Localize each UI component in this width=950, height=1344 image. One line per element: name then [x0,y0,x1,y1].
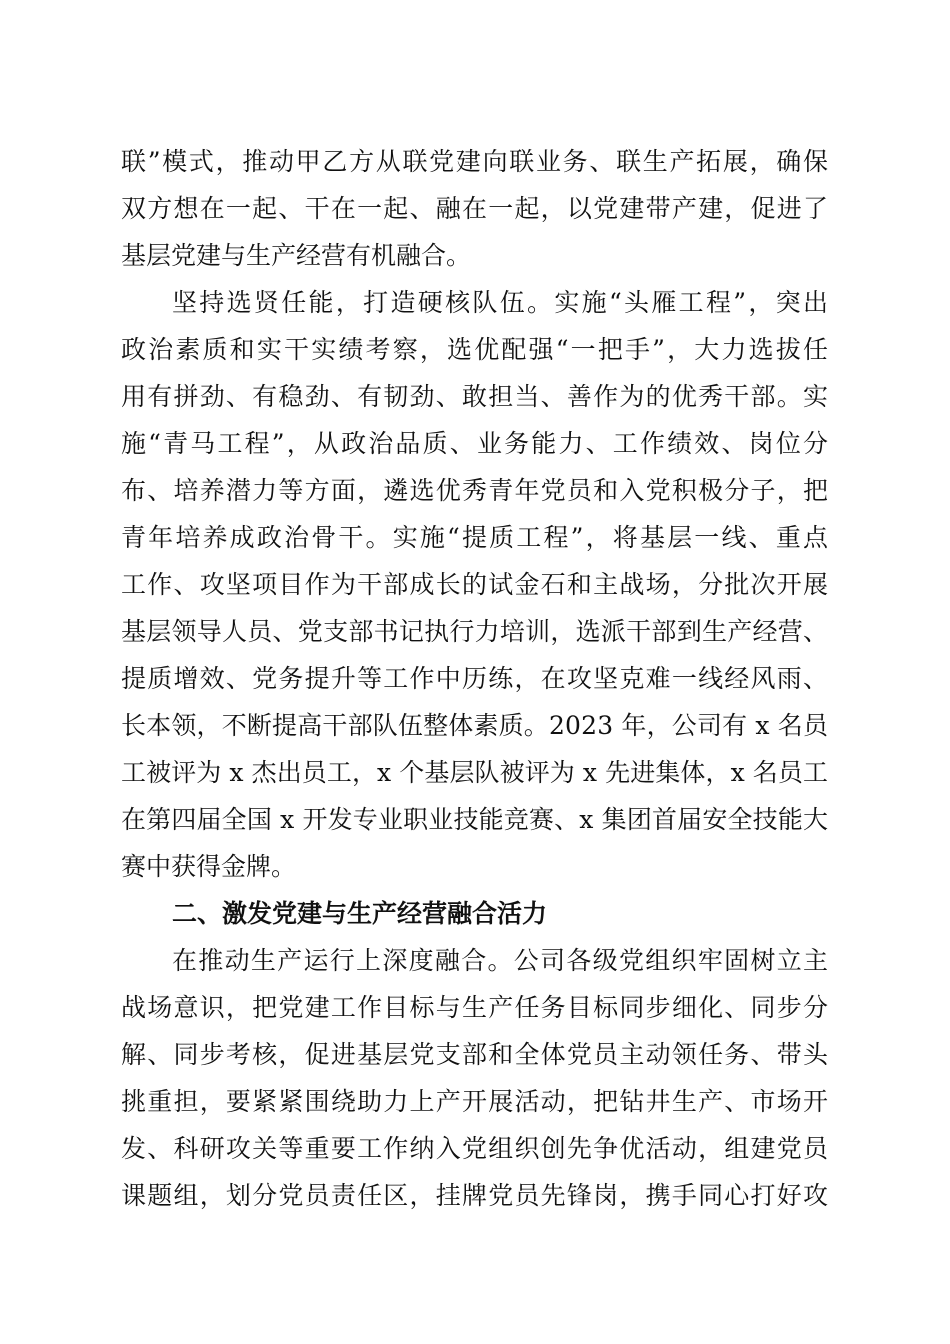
text-line [0,518,950,558]
text-line [0,753,950,793]
text-line [0,377,950,417]
text-line [0,471,950,511]
text-line [0,142,950,182]
text-line-content: 长本领，不断提高干部队伍整体素质。2023 年，公司有 x 名员 [121,711,829,740]
text-line-content: 工作、攻坚项目作为干部成长的试金石和主战场，分批次开展 [121,570,830,599]
text-line-content: 用有拼劲、有稳劲、有韧劲、敢担当、善作为的优秀干部。实 [121,382,830,411]
text-line [0,847,950,887]
text-line [0,424,950,464]
text-line [0,565,950,605]
text-line-content: 赛中获得金牌。 [121,852,297,881]
text-line [0,1035,950,1075]
text-line-content: 联”模式，推动甲乙方从联党建向联业务、联生产拓展，确保 [121,147,830,176]
section-heading [0,894,950,934]
text-line-content: 挑重担，要紧紧围绕助力上产开展活动，把钻井生产、市场开 [121,1087,830,1116]
text-line [0,988,950,1028]
text-line-content: 基层党建与生产经营有机融合。 [121,241,472,270]
text-line-content: 坚持选贤任能，打造硬核队伍。实施“头雁工程”，突出 [172,288,831,317]
text-line [0,941,950,981]
text-line [0,1082,950,1122]
text-line-content: 发、科研攻关等重要工作纳入党组织创先争优活动，组建党员 [121,1134,830,1163]
text-line-content: 提质增效、党务提升等工作中历练，在攻坚克难一线经风雨、 [121,664,830,693]
text-line [0,612,950,652]
text-line [0,1129,950,1169]
text-line-content: 工被评为 x 杰出员工，x 个基层队被评为 x 先进集体，x 名员工 [121,758,829,787]
text-line-content: 战场意识，把党建工作目标与生产任务目标同步细化、同步分 [121,993,830,1022]
text-line-content: 在推动生产运行上深度融合。公司各级党组织牢固树立主 [172,946,830,975]
text-line-content: 施“青马工程”，从政治品质、业务能力、工作绩效、岗位分 [121,429,831,458]
text-line [0,236,950,276]
section-heading-text: 二、激发党建与生产经营融合活力 [172,899,548,928]
text-line [0,189,950,229]
text-line-content: 解、同步考核，促进基层党支部和全体党员主动领任务、带头 [121,1040,830,1069]
text-line [0,706,950,746]
text-line-content: 政治素质和实干实绩考察，选优配强“一把手”，大力选拔任 [121,335,831,364]
text-line-content: 在第四届全国 x 开发专业职业技能竞赛、x 集团首届安全技能大 [121,805,829,834]
text-line-content: 双方想在一起、干在一起、融在一起，以党建带产建，促进了 [121,194,830,223]
text-line [0,659,950,699]
text-line [0,283,950,323]
text-line [0,800,950,840]
text-line-content: 青年培养成政治骨干。实施“提质工程”，将基层一线、重点 [121,523,831,552]
text-line [0,330,950,370]
text-line-content: 基层领导人员、党支部书记执行力培训，选派干部到生产经营、 [121,617,829,646]
text-line-content: 布、培养潜力等方面，遴选优秀青年党员和入党积极分子，把 [121,476,830,505]
text-line-content: 课题组，划分党员责任区，挂牌党员先锋岗，携手同心打好攻 [121,1181,830,1210]
text-line [0,1176,950,1216]
